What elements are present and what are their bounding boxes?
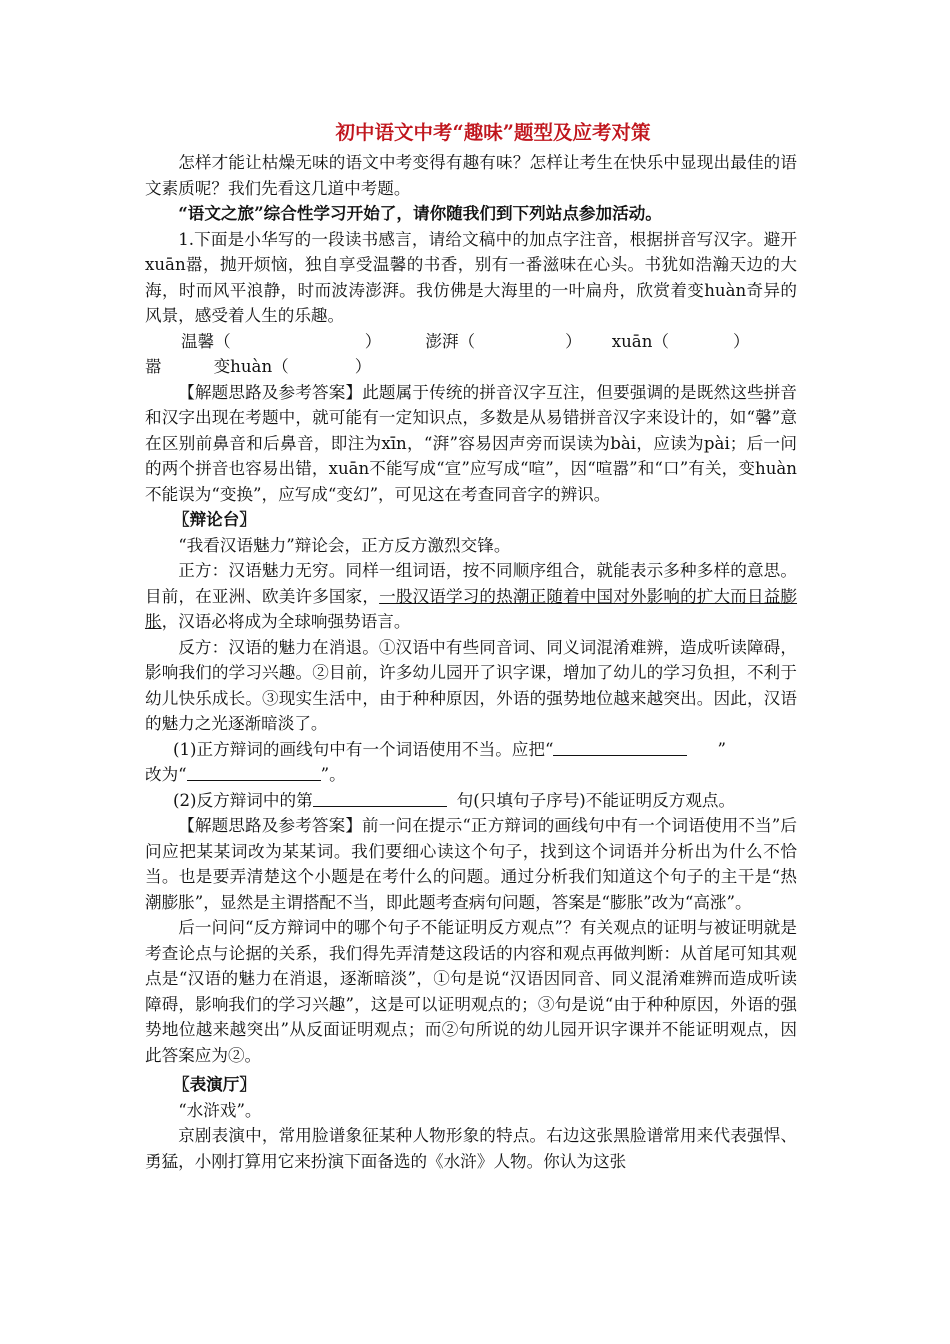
fill-close-pengpai: ） <box>565 331 582 351</box>
debate-sub2-row <box>145 788 797 814</box>
perform-subheading: “水浒戏”。 <box>178 1100 262 1120</box>
debate-answer-2: 后一问问“反方辩词中的哪个句子不能证明反方观点”？有关观点的证明与被证明就是考查论点与论据的关系，我们得先弄清楚这段话的内容和观点再做判断：从首尾可知其观点是“汉语的魅力在消退，逐渐暗淡”，①句是说“汉语因同音、同义混淆难辨而造成听读障碍，影响我们的学习兴趣”，这是可以证明观点的；③句是说“由于种种原因，外语的强势地位越来越突出”从反面证明观点；而②句所说的幼儿园开识字课并不能证明观点，因此答案应为②。 <box>145 918 797 1065</box>
debate-sub1-quote: ” <box>717 739 726 759</box>
debate-intro: “我看汉语魅力”辩论会，正方反方激烈交锋。 <box>178 535 511 555</box>
fill-label-xiao: 嚣 <box>145 357 162 376</box>
debate-sub1-end: ”。 <box>320 765 346 784</box>
fill-label-pengpai: 澎湃（ <box>425 331 476 351</box>
debate-sub1-blank-1[interactable] <box>553 737 687 756</box>
fill-blank-wenxin[interactable] <box>231 329 365 355</box>
question-1-answer: 【解题思路及参考答案】此题属于传统的拼音汉字互注，但要强调的是既然这些拼音和汉字出现在考题中，就可能有一定知识点，多数是从易错拼音汉字来设计的，如“馨”意在区别前鼻音和后鼻音，即注为xīn，“湃”容易因声旁而误读为bài，应读为pài；后一问的两个拼音也容易出错，xuān不能写成“宣”应写成“喧”，因“喧嚣”和“口”有关，变huàn不能误为“变换”，应写成“变幻”，可见这在考查同音字的辨识。 <box>145 382 797 504</box>
debate-sub1-text: (1)正方辩词的画线句中有一个词语使用不当。应把“ <box>173 739 554 759</box>
debate-pro-underlined: 一股汉语学习的热潮正随着中国对外影响的扩大而日益膨胀 <box>145 586 798 631</box>
debate-sub1-change: 改为“ <box>145 765 187 784</box>
debate-pro <box>145 558 797 635</box>
fill-blank-pengpai[interactable] <box>475 329 565 355</box>
fill-blank-huan[interactable] <box>289 354 355 380</box>
fill-close-xuan: ） <box>732 331 750 351</box>
fill-label-huan: 变huàn（ <box>213 357 289 376</box>
debate-sub1-row <box>145 737 797 763</box>
debate-con: 反方：汉语的魅力在消退。①汉语中有些同音词、同义词混淆难辨，造成听读障碍，影响我们的学习兴趣。②目前，许多幼儿园开了识字课，增加了幼儿的学习负担，不利于幼儿快乐成长。③现实生活中，由于种种原因，外语的强势地位越来越突出。因此，汉语的魅力之光逐渐暗淡了。 <box>145 637 797 733</box>
fill-label-xuan: xuān（ <box>611 331 669 351</box>
perform-text: 京剧表演中，常用脸谱象征某种人物形象的特点。右边这张黑脸谱常用来代表强悍、勇猛，小刚打算用它来扮演下面备选的《水浒》人物。你认为这张 <box>145 1126 797 1171</box>
fill-label-wenxin: 温馨（ <box>181 331 231 351</box>
debate-answer-1: 【解题思路及参考答案】前一问在提示“正方辩词的画线句中有一个词语使用不当”后问应把某某词改为某某词。我们要细心读这个句子，找到这个词语并分析出为什么不恰当。也是要弄清楚这个小题是在考什么的问题。通过分析我们知道这个句子的主干是“热潮膨胀”，显然是主谓搭配不当，即此题考查病句问题，答案是“膨胀”改为“高涨”。 <box>145 816 797 912</box>
activity-heading: “语文之旅”综合性学习开始了，请你随我们到下列站点参加活动。 <box>178 203 662 223</box>
debate-sub2-end: 句(只填句子序号)不能证明反方观点。 <box>456 790 736 810</box>
debate-pro-text: 正方：汉语魅力无穷。同样一组词语，按不同顺序组合，就能表示多种多样的意思。目前，在亚洲、欧美许多国家， <box>145 561 797 606</box>
debate-sub1-row-2 <box>145 762 797 788</box>
intro-paragraph: 怎样才能让枯燥无味的语文中考变得有趣有味？怎样让考生在快乐中显现出最佳的语文素质呢？我们先看这几道中考题。 <box>145 153 797 198</box>
debate-heading: 〖辩论台〗 <box>173 509 256 529</box>
question-1-fill-row-2 <box>145 354 797 380</box>
debate-pro-text-end: ，汉语必将成为全球响强势语言。 <box>161 612 411 631</box>
question-1-fill-row <box>145 329 797 355</box>
fill-blank-xuan[interactable] <box>669 329 733 355</box>
page-title: 初中语文中考“趣味”题型及应考对策 <box>335 121 651 144</box>
perform-heading: 〖表演厅〗 <box>173 1074 256 1094</box>
question-1: 1.下面是小华写的一段读书感言，请给文稿中的加点字注音，根据拼音写汉字。避开xuān嚣，抛开烦恼，独自享受温馨的书香，别有一番滋味在心头。书犹如浩瀚天边的大海，时而风平浪静，时而波涛澎湃。我仿佛是大海里的一叶扁舟，欣赏着变huàn奇异的风景，感受着人生的乐趣。 <box>145 229 797 325</box>
fill-close-wenxin: ） <box>364 331 382 351</box>
debate-sub2-blank[interactable] <box>313 788 447 807</box>
debate-sub2-text: (2)反方辩词中的第 <box>173 790 313 810</box>
fill-close-huan: ） <box>354 357 372 376</box>
debate-sub1-blank-2[interactable] <box>187 762 321 781</box>
document-page <box>145 118 797 1174</box>
